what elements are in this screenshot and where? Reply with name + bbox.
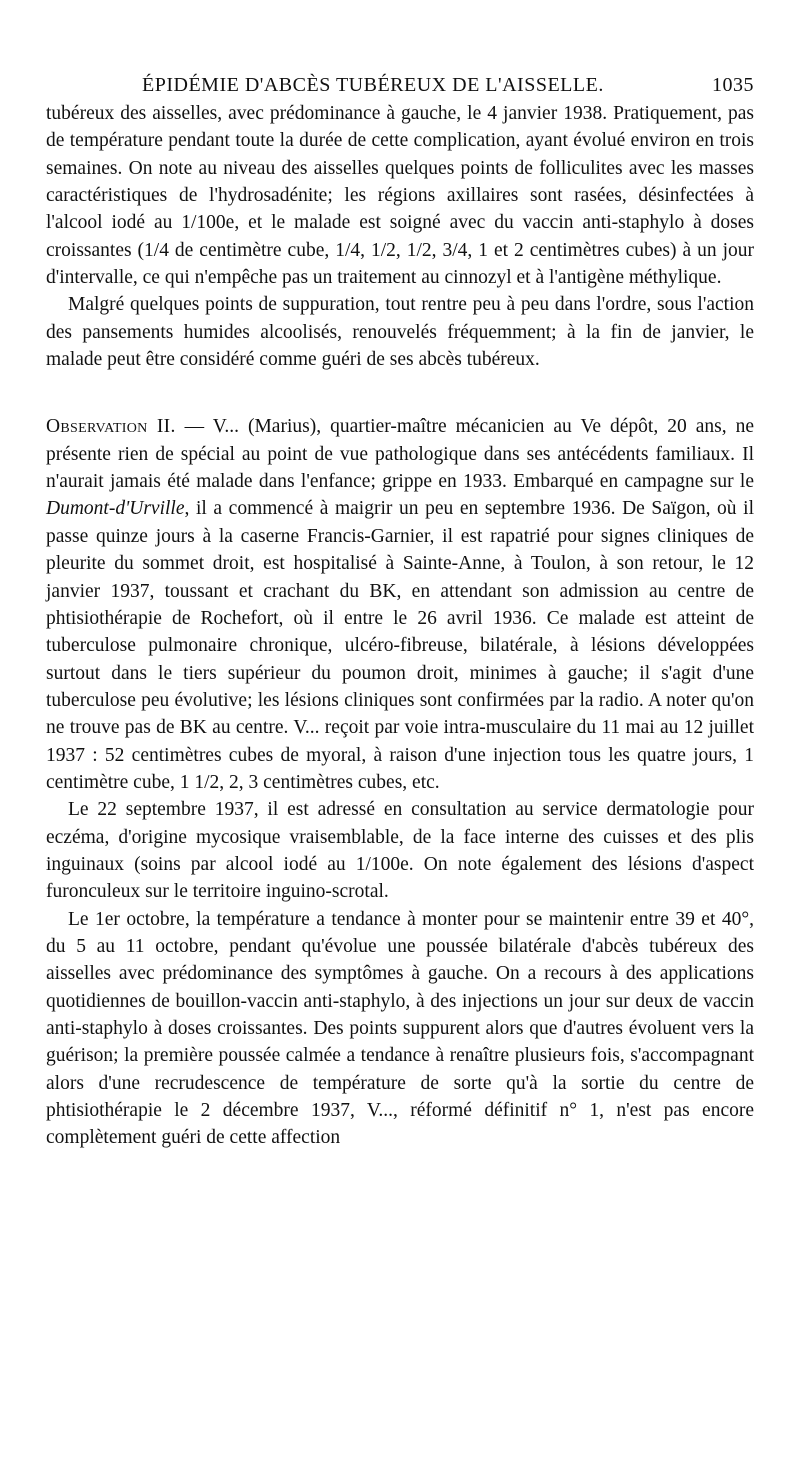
observation-text-part-1: — V... (Marius), quartier-maître mécanicien au Ve dépôt, 20 ans, ne présente rien de spécial au point de vue pathologique dans ses antécédents familiaux. Il n'aurait jamais été malade dans l'enfance; grippe en 1933. Embarqué en campagne sur le <box>46 416 754 493</box>
section-gap <box>46 373 754 413</box>
page-number: 1035 <box>712 74 754 96</box>
paragraph-recovery: Malgré quelques points de suppuration, tout rentre peu à peu dans l'ordre, sous l'action des pansements humides alcoolisés, renouvelés fréquemment; à la fin de janvier, le malade peut être considéré comme guéri de ses abcès tubéreux. <box>46 294 754 371</box>
paragraph-continuation: tubéreux des aisselles, avec prédominance à gauche, le 4 janvier 1938. Pratiquement, pas de température pendant toute la durée de cette complication, ayant évolué environ en trois semaines. On note au niveau des aisselles quelques points de folliculites avec les masses caractéristiques de l'hydrosadénite; les régions axillaires sont rasées, désinfectées à l'alcool iodé au 1/100e, et le malade est soigné avec du vaccin anti-staphylo à doses croissantes (1/4 de centimètre cube, 1/4, 1/2, 1/2, 3/4, 1 et 2 centimètres cubes) à un jour d'intervalle, ce qui n'empêche pas un traitement au cinnozyl et à l'antigène méthylique. <box>46 103 754 289</box>
paragraph-observation-ii <box>46 413 754 796</box>
book-page <box>46 60 754 1152</box>
paragraph-october: Le 1er octobre, la température a tendance à monter pour se maintenir entre 39 et 40°, du 5 au 11 octobre, pendant qu'évolue une poussée bilatérale d'abcès tubéreux des aisselles avec prédominance des symptômes à gauche. On a recours à des applications quotidiennes de bouillon-vaccin anti-staphylo, à des injections un jour sur deux de vaccin anti-staphylo à doses croissantes. Des points suppurent alors que d'autres évoluent vers la guérison; la première poussée calmée a tendance à renaître plusieurs fois, s'accompagnant alors d'une recrudescence de température de sorte qu'à la sortie du centre de phtisiothérapie le 2 décembre 1937, V..., réformé définitif n° 1, n'est pas encore complètement guéri de cette affection <box>46 908 754 1149</box>
body-text <box>46 100 754 1152</box>
paragraph-dermatology: Le 22 septembre 1937, il est adressé en consultation au service dermatologie pour eczéma, d'origine mycosique vraisemblable, de la face interne des cuisses et des plis inguinaux (soins par alcool iodé au 1/100e. On note également des lésions d'aspect furonculeux sur le territoire inguino-scrotal. <box>46 799 754 903</box>
observation-text-part-2: , il a commencé à maigrir un peu en septembre 1936. De Saïgon, où il passe quinze jours à la caserne Francis-Garnier, il est rapatrié pour signes cliniques de pleurite du sommet droit, est hospitalisé à Sainte-Anne, à Toulon, à son retour, le 12 janvier 1937, toussant et crachant du BK, en attendant son admission au centre de phtisiothérapie de Rochefort, où il entre le 26 avril 1936. Ce malade est atteint de tuberculose pulmonaire chronique, ulcéro-fibreuse, bilatérale, à lésions développées surtout dans le tiers supérieur du poumon droit, minimes à gauche; il s'agit d'une tuberculose peu évolutive; les lésions cliniques sont confirmées par la radio. A noter qu'on ne trouve pas de BK au centre. V... reçoit par voie intra-musculaire du 11 mai au 12 juillet 1937 : 52 centimètres cubes de myoral, à raison d'une injection tous les quatre jours, 1 centimètre cube, 1 1/2, 2, 3 centimètres cubes, etc. <box>46 498 754 793</box>
running-head-title: ÉPIDÉMIE D'ABCÈS TUBÉREUX DE L'AISSELLE. <box>142 74 604 96</box>
ship-name: Dumont-d'Urville <box>46 498 185 520</box>
observation-label: Observation II. <box>46 416 176 438</box>
running-head <box>46 60 754 100</box>
